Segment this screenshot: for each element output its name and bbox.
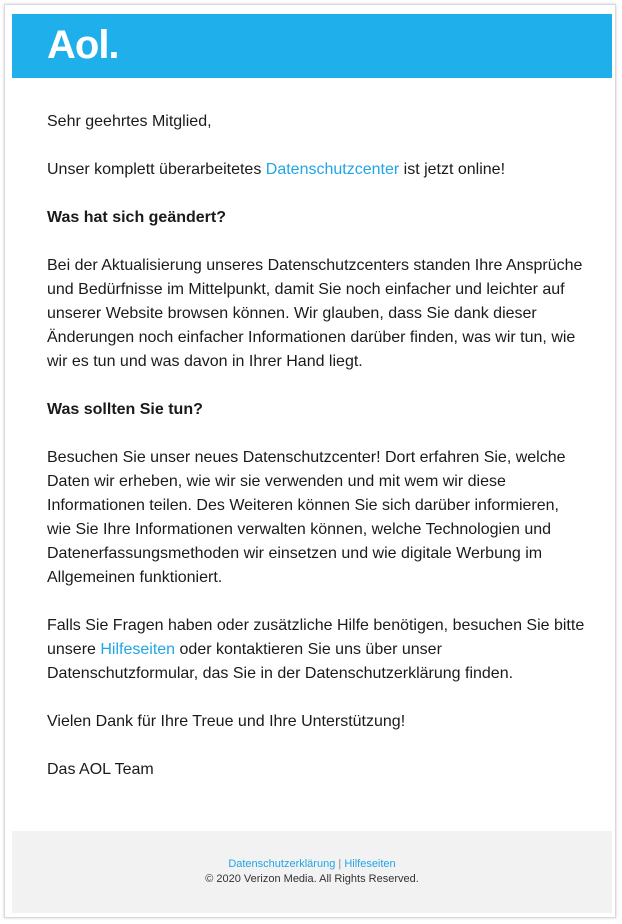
intro-paragraph	[47, 158, 587, 182]
heading-what-to-do: Was sollten Sie tun?	[47, 401, 203, 418]
intro-text-before: Unser komplett überarbeitetes	[47, 161, 266, 178]
help-pages-link[interactable]: Hilfeseiten	[100, 641, 176, 658]
signature: Das AOL Team	[47, 761, 154, 778]
aol-logo: Aol.	[47, 23, 119, 67]
paragraph-changes: Bei der Aktualisierung unseres Datenschutzcenters standen Ihre Ansprüche und Bedürfnisse im Mittelpunkt, damit Sie noch einfacher und leichter auf unserer Website browsen können. Wir glauben, dass Sie dank dieser Änderungen noch einfacher Informationen darüber finden, was wir tun, wie wir es tun und was davon in Ihrer Hand liegt.	[47, 257, 583, 370]
privacy-center-link[interactable]: Datenschutzcenter	[265, 161, 400, 178]
email-header	[12, 14, 612, 78]
intro-text-after: ist jetzt online!	[399, 161, 506, 178]
email-body	[47, 110, 587, 806]
copyright-text: © 2020 Verizon Media. All Rights Reserved.	[205, 873, 419, 885]
footer-privacy-link[interactable]: Datenschutzerklärung	[228, 858, 336, 870]
email-footer	[12, 831, 612, 913]
thanks-line: Vielen Dank für Ihre Treue und Ihre Unterstützung!	[47, 713, 406, 730]
help-text-before: Falls Sie Fragen haben oder zusätzliche Hilfe benötigen, besuchen Sie bitte unsere	[47, 617, 585, 658]
greeting: Sehr geehrtes Mitglied,	[47, 113, 212, 130]
footer-help-link[interactable]: Hilfeseiten	[344, 858, 396, 870]
footer-links	[12, 857, 612, 872]
paragraph-actions: Besuchen Sie unser neues Datenschutzcenter! Dort erfahren Sie, welche Daten wir erheben, wie wir sie verwenden und mit wem wir diese Informationen teilen. Des Weiteren können Sie sich darüber informieren, wie Sie Ihre Informationen verwalten können, welche Technologien und Datenerfassungsmethoden wir einsetzen und wie digitale Werbung im Allgemeinen funktioniert.	[47, 449, 566, 586]
footer-separator: |	[338, 858, 342, 870]
help-text-after: oder kontaktieren Sie uns über unser Datenschutzformular, das Sie in der Datenschutzerklärung finden.	[47, 641, 514, 682]
heading-what-changed: Was hat sich geändert?	[47, 209, 226, 226]
help-paragraph	[47, 614, 587, 686]
